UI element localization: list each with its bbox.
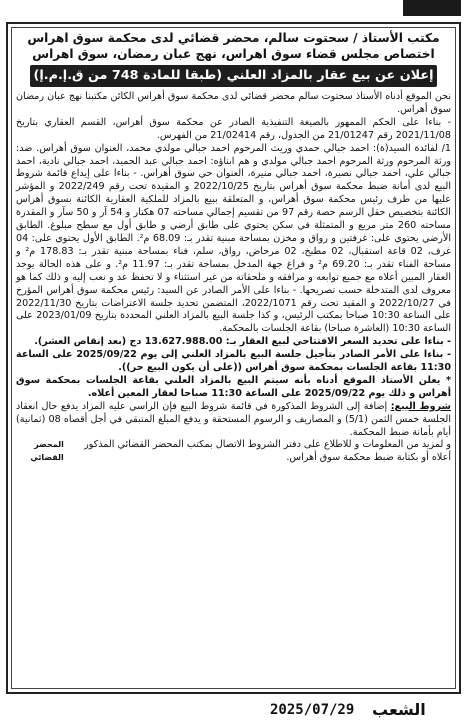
conditions-title: شروط البيع: (390, 400, 451, 412)
conditions-text2: و لمزيد من المعلومات و للاطلاع على دفتر الشروط الاتصال بمكتب المحضر القضائي المذكور أعلاه أو بكتابة ضبط محكمة سوق أهراس. (84, 439, 451, 464)
announcement-content (16, 30, 451, 684)
paragraph-intro: نحن الموقع أدناه الأستاذ سحتوت سالم محضر قضائي لدى محكمة سوق أهراس الكائن مكتبنا نهج عبان رمضان سوق أهراس. (16, 91, 451, 115)
announcement-frame (6, 22, 461, 694)
announcement-banner: إعلان عن بيع عقار بالمزاد العلني (طبقا للمادة 748 من ق.إ.م.إ) (30, 65, 437, 87)
paragraph-parties-property: 1/ لفائدة السيد(ة): احمد جبالي حمدي وريث المرحوم احمد جبالي مولدي محمد، العنوان سوق أهراس. ضد: ورثة المرحوم ورثة المرحوم احمد جبالي مولدي و هم ابناؤه: احمد جبالي عبد الحميد، احمد جبالي نادية، احمد جبالي علي، احمد جبالي نصيرة، احمد جبالي منيرة، العنوان حي سوق أهراس. - بناءا على إيداع قائمة شروط البيع لدى أمانة ضبط محكمة سوق أهراس بتاريخ 2022/10/25 و المقيدة تحت رقم 2022/249 و المؤشر عليها من طرف رئيس محكمة سوق أهراس، و المتعلقة ببيع بالمزاد للملكية العقارية الكائنة بسوق أهراس الكائنة بتخصيص حقل الرسم حصة رقم 97 من تقسيم إجمالي مساحته 07 هكتار و 54 آر و 50 سآر و المقدرة مساحته 260 متر مربع و المتمثلة في سكن يحتوي على طابق أرضي و طابق أول مع سطح مبلوغ. الطابق الأرضي يحتوي على: غرفتين و رواق و مخزن بمساحة مبنية تقدر بـ: 68.09 م². الطابق الأول يحتوي على: 04 غرف، 02 قاعة استقبال، 02 مطبخ، 02 مرحاض، رواق، سلم، فناء بمساحة مبنية تقدر بـ: 178.83 م² و مساحة الفناء تقدر بـ: 69.20 م² و فراغ جهة المدخل بمساحة تقدر بـ: 11.97 م². و على هذه الحالة يوجد العقار المبين أعلاه مع جميع توابعه و مرافقه و ملحقاته من غير استثناء و لا تحفظ عد و نعب إليه و ذلك كما هو معروف لدى المتدخلة حسب تصريحها. - بناءا على الأمر الصادر عن السيد: رئيس محكمة سوق أهراس المؤرخ في 2022/10/27 و المقيد تحت رقم 2022/1071، المتضمن تحديد جلسة الاعتراضات بتاريخ 2022/11/30 على الساعة 10:30 صباحا بمكتب الرئيس، و كذا جلسة البيع بالمزاد العلني المحددة بتاريخ 2023/01/09 على الساعة 10:30 (العاشرة صباحا) بقاعة الجلسات بالمحكمة. (16, 142, 452, 335)
paragraph-opening-price: - بناءا على تحديد السعر الافتتاحي لبيع العقار بـ: 13.627.988.00 دج (بعد إنقاص العشر). (34, 336, 451, 348)
top-tag (403, 0, 461, 16)
office-header-line1: مكتب الأستاذ / سحتوت سالم، محضر قضائي لدى محكمة سوق اهراس (27, 31, 440, 45)
newspaper-name: الشعب (372, 700, 426, 719)
paragraph-sale-notice: * يعلن الأستاذ الموقع أدناه بأنه سيتم البيع بالمزاد العلني بقاعة الجلسات بمحكمة سوق أهراس و ذلك يوم 2025/09/22 على الساعة 11:30 صباحا لعقار المعين أعلاه. (16, 374, 451, 399)
conditions-text: إضافة إلى الشروط المذكورة في قائمة شروط البيع فإن الراسي عليه المزاد يدفع حال انعقاد الجلسة خمس الثمن (5/1) و المصاريف و الرسوم المستحقة و يدفع المبلغ المتبقي في أجل أقصاه 08 (ثمانية) أيام بأمانة ضبط المحكمة. (16, 400, 451, 438)
paragraph-postponement: - بناءا على الأمر الصادر بتأجيل جلسة البيع بالمزاد العلني إلى يوم 2025/09/22 على الساعة 11:30 بقاعة الجلسات بمحكمة سوق أهراس ((على أن يكون البيع حر)). (16, 349, 451, 374)
publication-date: 2025/07/29 (270, 702, 355, 718)
newspaper-footer (0, 700, 467, 722)
conditions-bottom-row (16, 439, 451, 465)
bailiff-signature: المحضر القضائي (30, 440, 64, 463)
conditions-paragraph (16, 401, 451, 440)
top-bar (0, 0, 467, 22)
paragraph-judgment: - بناءا على الحكم الممهور بالصيغة التنفيذية الصادر عن محكمة سوق أهراس، القسم العقاري بتاريخ 2021/11/08 رقم 21/01247 من الجدول، رقم 21/02414 من الفهرس. (16, 116, 451, 141)
office-header-line2: اختصاص مجلس قضاء سوق اهراس، نهج عبان رمضان، سوق اهراس (32, 47, 435, 61)
